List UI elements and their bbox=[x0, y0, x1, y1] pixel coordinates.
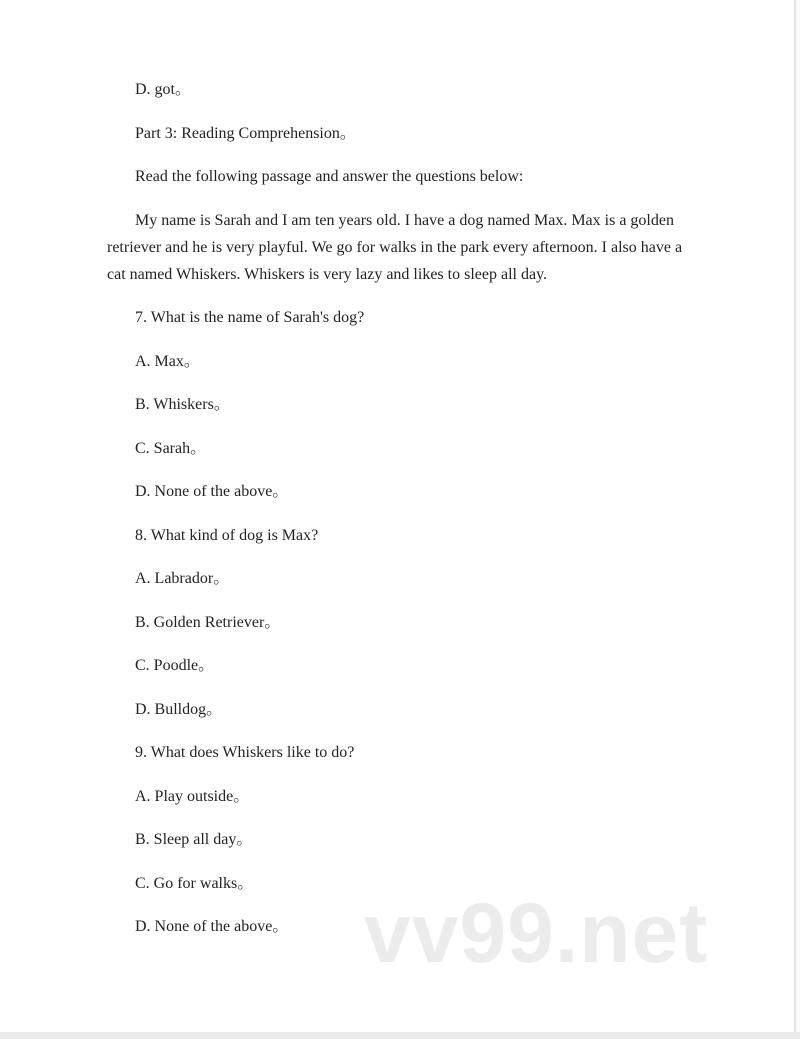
option-paragraph-6: A. Max。 bbox=[135, 352, 200, 370]
option-paragraph-9: D. None of the above。 bbox=[135, 483, 289, 500]
option-paragraph-8: C. Sarah。 bbox=[135, 439, 207, 457]
heading-paragraph-2: Part 3: Reading Comprehension。 bbox=[135, 124, 356, 142]
viewer-right-gutter bbox=[796, 0, 800, 1032]
option-paragraph-7: B. Whiskers。 bbox=[135, 396, 230, 413]
option-paragraph-16: A. Play outside。 bbox=[135, 787, 250, 805]
passage-paragraph-4: My name is Sarah and I am ten years old. I have a dog named Max. Max is a golden retriever and he is very playful. We go for walks in the park every afternoon. I also have a cat named Whiskers. Whiskers is very lazy and likes to sleep all day. bbox=[107, 211, 683, 283]
viewer-bottom-bar bbox=[0, 1032, 800, 1039]
option-paragraph-18: C. Go for walks。 bbox=[135, 874, 254, 892]
document-body bbox=[107, 76, 693, 957]
option-paragraph-12: B. Golden Retriever。 bbox=[135, 613, 281, 631]
question-paragraph-15: 9. What does Whiskers like to do? bbox=[135, 744, 355, 761]
instruction-paragraph-3: Read the following passage and answer the questions below: bbox=[135, 168, 524, 185]
watermark: vv99.net bbox=[364, 886, 709, 980]
question-paragraph-10: 8. What kind of dog is Max? bbox=[135, 526, 319, 544]
option-paragraph-17: B. Sleep all day。 bbox=[135, 831, 253, 848]
option-paragraph-11: A. Labrador。 bbox=[135, 570, 230, 587]
option-paragraph-19: D. None of the above。 bbox=[135, 918, 289, 935]
option-paragraph-13: C. Poodle。 bbox=[135, 657, 215, 674]
question-paragraph-5: 7. What is the name of Sarah's dog? bbox=[135, 309, 365, 326]
option-paragraph-1: D. got。 bbox=[135, 81, 192, 98]
option-paragraph-14: D. Bulldog。 bbox=[135, 700, 223, 718]
